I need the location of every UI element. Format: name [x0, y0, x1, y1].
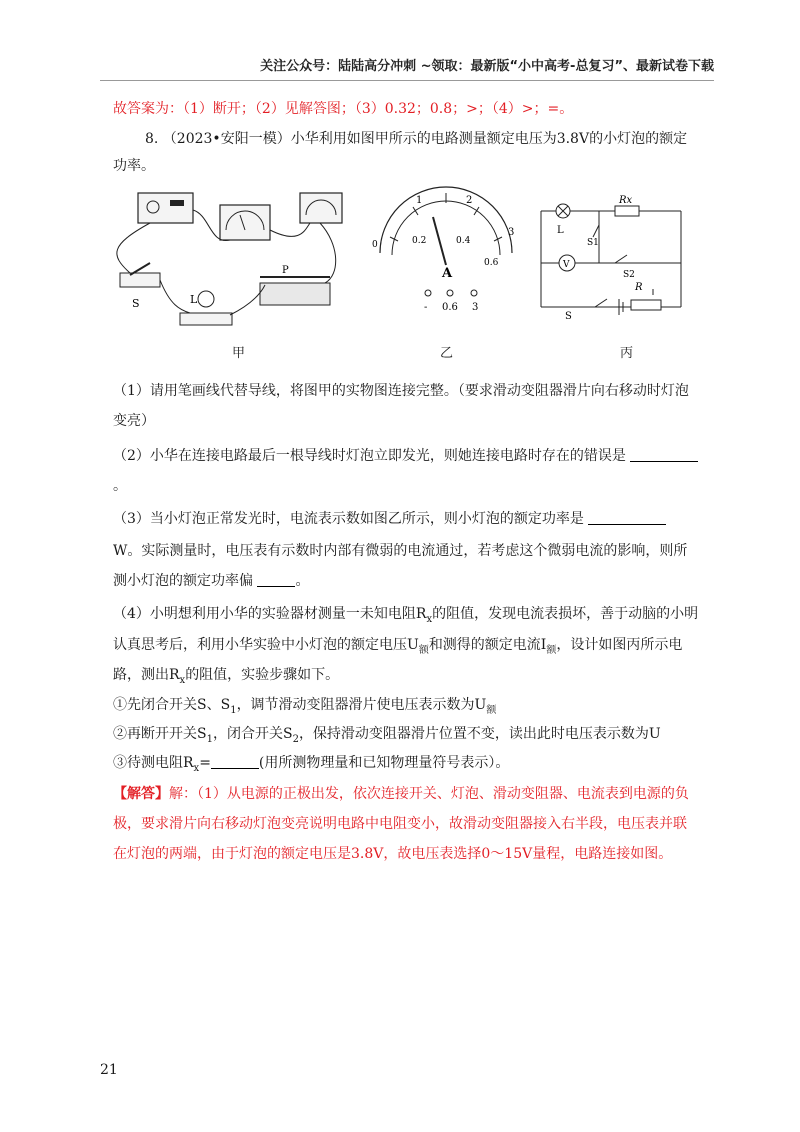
q3-line-3: 测小灯泡的额定功率偏 。 — [113, 573, 310, 589]
solution-line-2: 极，要求滑片向右移动灯泡变亮说明电路中电阻变小，故滑动变阻器接入右半段，电压表并联 — [113, 816, 687, 832]
terminal-06: 0.6 — [442, 302, 458, 313]
figure-yi-ammeter — [368, 185, 523, 325]
q3-blank-2 — [257, 572, 295, 587]
q4-line-2: 认真思考后，利用小华实验中小灯泡的额定电压$U_额$和测得的额定电流$I_额$，设计如图丙所示电 — [113, 637, 683, 656]
q3-line-2: W。实际测量时，电压表有示数时内部有微弱的电流通过，若考虑这个微弱电流的影响，则所 — [113, 543, 688, 559]
lamp-label: L — [190, 293, 198, 306]
figure-yi-label: 乙 — [440, 346, 454, 361]
rx-label: Rx — [619, 195, 633, 206]
power-supply — [138, 193, 193, 223]
page-number: 21 — [100, 1062, 118, 1078]
question-line-2: 功率。 — [113, 158, 155, 174]
q1-line-2: 变亮） — [113, 413, 155, 429]
figure-bing-circuit — [535, 185, 690, 320]
solution-line-3: 在灯泡的两端，由于灯泡的额定电压是3.8V，故电压表选择0～15V量程，电路连接如图。 — [113, 846, 673, 862]
voltmeter-device — [300, 193, 342, 223]
q1-line-1: （1）请用笔画线代替导线，将图甲的实物图连接完整。（要求滑动变阻器滑片向右移动时灯泡 — [113, 383, 689, 399]
q2-blank — [630, 447, 698, 462]
l-label: L — [557, 225, 564, 236]
terminal-3: 3 — [472, 302, 479, 313]
step-3: ③待测电阻$R_x=$ (用所测物理量和已知物理量符号表示）。 — [113, 755, 510, 774]
lower-tick-3: 0.6 — [484, 258, 499, 268]
slider-label: P — [282, 265, 289, 276]
ammeter-unit: A — [442, 266, 453, 281]
figure-jia-circuit — [110, 185, 350, 335]
lower-tick-1: 0.2 — [412, 236, 427, 246]
lamp-bulb — [198, 291, 214, 307]
upper-tick-3: 3 — [508, 227, 515, 238]
q2-line-2: 。 — [113, 478, 127, 494]
solution-line-1: 【解答】解：（1）从电源的正极出发，依次连接开关、灯泡、滑动变阻器、电流表到电源的负 — [113, 786, 689, 802]
header-rule — [100, 80, 714, 81]
step-1: ①先闭合开关S、$S_1$，调节滑动变阻器滑片使电压表示数为$U_额$ — [113, 697, 497, 716]
lower-tick-2: 0.4 — [456, 236, 471, 246]
upper-tick-1: 1 — [416, 195, 423, 206]
switch-device — [120, 273, 160, 287]
q2-line-1: （2）小华在连接电路最后一根导线时灯泡立即发光，则她连接电路时存在的错误是 — [113, 445, 703, 465]
q4-line-1: （4）小明想利用小华的实验器材测量一未知电阻$R_x$的阻值，发现电流表损坏，善于动脑的小明 — [113, 606, 699, 625]
step-3-blank — [211, 754, 259, 769]
answer-line: 故答案为：（1）断开；（2）见解答图；（3）0.32；0.8；>；（4）>；=。 — [113, 101, 574, 117]
figure-jia-label: 甲 — [232, 346, 246, 361]
s2-label: S2 — [623, 270, 635, 280]
q3-line-1: （3）当小灯泡正常发光时，电流表示数如图乙所示，则小灯泡的额定功率是 — [113, 508, 703, 528]
figure-bing-label: 丙 — [620, 346, 634, 361]
r-label: R — [635, 282, 643, 293]
q3-blank-1 — [588, 510, 666, 525]
lower-tick-0: 0 — [372, 240, 378, 250]
q4-line-3: 路，测出$R_x$的阻值，实验步骤如下。 — [113, 667, 340, 686]
rheostat — [260, 283, 330, 305]
terminal-minus: - — [424, 302, 428, 313]
lamp-base — [180, 313, 232, 325]
s-label: S — [565, 311, 572, 320]
switch-label: S — [132, 297, 140, 310]
step-2: ②再断开开关$S_1$，闭合开关$S_2$，保持滑动变阻器滑片位置不变，读出此时电压表示数为U — [113, 726, 661, 745]
upper-tick-2: 2 — [466, 195, 473, 206]
ammeter-needle — [433, 217, 446, 265]
s1-label: S1 — [587, 238, 599, 248]
v-label: V — [563, 260, 570, 270]
page-header: 关注公众号：陆陆高分冲刺 ~领取：最新版“小中高考-总复习”、最新试卷下载 — [260, 59, 714, 74]
question-line-1: 8. （2023•安阳一模）小华利用如图甲所示的电路测量额定电压为3.8V的小灯泡的额定 — [145, 131, 688, 147]
